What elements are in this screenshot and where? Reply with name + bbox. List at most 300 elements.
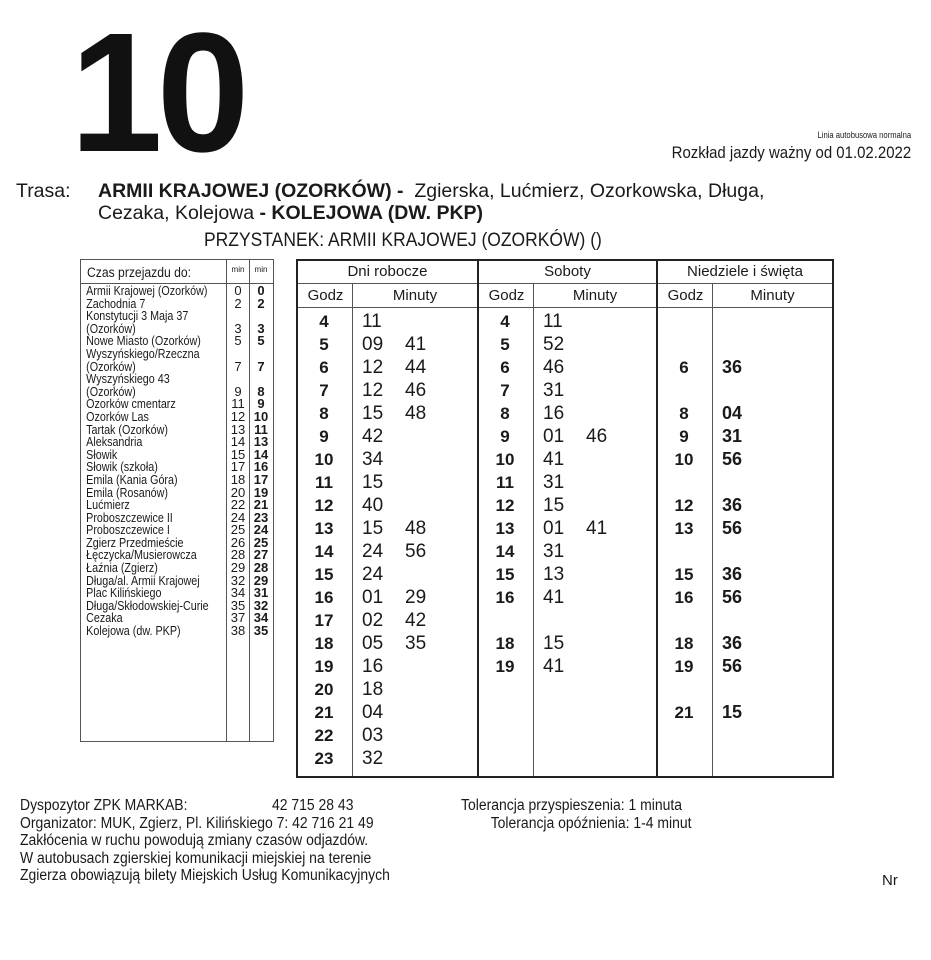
hour-cell: 11 — [315, 473, 333, 492]
stop-name: Zgierz Przedmieście — [86, 535, 184, 550]
hour-cell: 5 — [500, 335, 510, 354]
departure-minute: 35 — [405, 633, 427, 654]
departure-minute: 56 — [722, 656, 743, 676]
minutes-cell — [362, 701, 405, 724]
departure-minute: 56 — [405, 541, 427, 562]
hour-cell: 23 — [314, 749, 334, 768]
minutes-cell — [543, 632, 586, 655]
route-line-1 — [16, 180, 921, 202]
travel-time-weekday: 18 — [230, 471, 246, 487]
travel-time-other: 25 — [253, 534, 269, 550]
hour-row — [658, 540, 832, 563]
tolerance-early: Tolerancja przyspieszenia: 1 minuta — [461, 797, 682, 814]
travel-time-weekday: 25 — [230, 522, 246, 538]
stop-name: Nowe Miasto (Ozorków) — [86, 334, 201, 349]
minutes-cell — [362, 609, 448, 632]
hour-row — [658, 425, 832, 448]
hour-row — [298, 356, 477, 379]
travel-time-weekday: 12 — [230, 408, 246, 424]
hour-row — [298, 678, 477, 701]
section-subheader — [658, 284, 832, 308]
hour-row — [479, 563, 656, 586]
hour-row — [479, 402, 656, 425]
minutes-cell — [543, 655, 586, 678]
minutes-header: Minuty — [750, 287, 795, 304]
hour-cell: 10 — [495, 450, 515, 469]
hour-row — [479, 471, 656, 494]
departure-minute: 31 — [543, 380, 565, 401]
travel-time-other: 5 — [257, 333, 265, 349]
hour-cell: 9 — [319, 427, 329, 446]
stop-name: Łęczycka/Musierowcza — [86, 548, 197, 563]
timetable-section — [656, 261, 832, 776]
departure-minute: 48 — [405, 518, 427, 539]
hour-cell: 18 — [495, 634, 515, 653]
travel-times-rows — [81, 285, 273, 638]
minutes-cell — [543, 402, 586, 425]
travel-time-other: 29 — [253, 572, 269, 588]
hour-row — [298, 425, 477, 448]
hour-cell: 8 — [319, 404, 329, 423]
line-type: Linia autobusowa normalna — [817, 130, 911, 140]
valid-from: Rozkład jazdy ważny od 01.02.2022 — [671, 143, 911, 162]
travel-time-weekday: 38 — [230, 623, 246, 639]
tickets-note-1: W autobusach zgierskiej komunikacji miejskiej na terenie — [20, 849, 372, 867]
stop-name: Ozorków cmentarz — [86, 397, 176, 412]
travel-time-weekday: 13 — [230, 421, 246, 437]
minutes-cell — [362, 563, 405, 586]
travel-time-other: 21 — [253, 497, 269, 513]
minutes-cell — [362, 333, 448, 356]
minutes-cell — [543, 540, 586, 563]
hour-cell: 8 — [500, 404, 510, 423]
hour-row — [298, 494, 477, 517]
travel-time-other: 19 — [253, 484, 269, 500]
minutes-cell — [722, 448, 765, 471]
minutes-header: Minuty — [572, 287, 618, 304]
minutes-cell — [362, 678, 405, 701]
travel-time-other: 14 — [253, 446, 269, 462]
departure-minute: 46 — [543, 357, 565, 378]
travel-time-row — [81, 625, 273, 638]
minutes-cell — [362, 448, 405, 471]
hour-row — [298, 402, 477, 425]
hour-cell: 17 — [314, 611, 334, 630]
stop-name: Proboszczewice II — [86, 510, 173, 525]
minutes-cell — [362, 586, 448, 609]
stop-name: Wyszyńskiego/Rzeczna — [86, 346, 200, 361]
minutes-cell — [362, 747, 405, 770]
departure-minute: 46 — [405, 380, 427, 401]
departure-minute: 56 — [722, 518, 743, 538]
stop-name: Długa/Skłodowskiej-Curie — [86, 598, 209, 613]
departure-minute: 56 — [722, 587, 743, 607]
departure-minute: 05 — [362, 633, 384, 654]
minutes-cell — [722, 494, 765, 517]
dispatcher-label: Dyspozytor ZPK MARKAB: — [20, 797, 188, 814]
hour-cell: 6 — [319, 358, 329, 377]
stop-name: Proboszczewice I — [86, 523, 170, 538]
hour-cell: 12 — [495, 496, 515, 515]
departure-minute: 15 — [362, 403, 384, 424]
hour-cell: 9 — [679, 427, 689, 446]
hour-row — [298, 333, 477, 356]
travel-time-weekday: 29 — [230, 560, 246, 576]
route-label: Trasa: — [16, 180, 71, 202]
hour-row — [479, 448, 656, 471]
hour-row — [658, 448, 832, 471]
hour-cell: 21 — [674, 703, 694, 722]
travel-time-row — [81, 310, 273, 335]
travel-time-other: 32 — [253, 597, 269, 613]
disruptions-note: Zakłócenia w ruchu powodują zmiany czasów odjazdów. — [20, 832, 369, 849]
travel-time-other: 11 — [254, 421, 268, 437]
stop-name: Ozorków Las — [86, 409, 149, 424]
departure-minute: 41 — [543, 587, 565, 608]
hour-row — [479, 609, 656, 632]
hour-row — [658, 655, 832, 678]
hour-row — [479, 425, 656, 448]
departure-minute: 42 — [405, 610, 427, 631]
minutes-cell — [722, 402, 765, 425]
tolerance-late: Tolerancja opóźnienia: 1-4 minut — [490, 814, 692, 832]
route-destination: - KOLEJOWA (DW. PKP) — [259, 202, 484, 224]
departure-minute: 11 — [543, 311, 563, 332]
departure-minute: 01 — [543, 518, 565, 539]
departure-minute: 46 — [586, 426, 608, 447]
departure-minute: 40 — [362, 495, 384, 516]
departure-minute: 15 — [722, 702, 743, 722]
hour-cell: 19 — [674, 657, 694, 676]
route-via-1: Zgierska, Lućmierz, Ozorkowska, Długa, — [414, 180, 765, 202]
travel-time-other: 13 — [253, 434, 269, 450]
stop-name: Armii Krajowej (Ozorków) — [86, 284, 208, 298]
hour-row — [298, 655, 477, 678]
departure-minute: 41 — [543, 656, 565, 677]
travel-time-other: 10 — [253, 408, 269, 424]
travel-time-other: 28 — [253, 560, 269, 576]
hour-row — [658, 356, 832, 379]
minutes-cell — [362, 356, 448, 379]
hour-row — [298, 517, 477, 540]
travel-time-weekday: 35 — [230, 597, 246, 613]
hour-cell: 16 — [674, 588, 694, 607]
hour-row — [658, 586, 832, 609]
hour-row — [298, 310, 477, 333]
minutes-cell — [722, 356, 765, 379]
hour-cell: 5 — [319, 335, 329, 354]
travel-time-weekday: 37 — [230, 610, 246, 626]
departure-minute: 03 — [362, 725, 384, 746]
minutes-cell — [543, 494, 586, 517]
travel-time-other: 27 — [253, 547, 269, 563]
hour-row — [658, 310, 832, 333]
departure-minute: 29 — [405, 587, 427, 608]
travel-time-other: 35 — [253, 623, 269, 639]
hour-cell: 22 — [314, 726, 334, 745]
footer-line — [20, 797, 682, 815]
hour-row — [298, 471, 477, 494]
travel-times-table — [80, 259, 274, 742]
hour-row — [479, 632, 656, 655]
travel-time-row — [81, 348, 273, 373]
minutes-cell — [362, 402, 448, 425]
hour-row — [298, 747, 477, 770]
hour-row — [479, 655, 656, 678]
hour-row — [479, 356, 656, 379]
hour-cell: 20 — [314, 680, 334, 699]
travel-time-weekday: 17 — [230, 459, 246, 475]
timetable-section — [477, 261, 656, 776]
travel-time-weekday: 28 — [230, 547, 246, 563]
departure-minute: 31 — [722, 426, 743, 446]
hour-cell: 9 — [500, 427, 510, 446]
hour-cell: 14 — [314, 542, 334, 561]
hour-row — [298, 609, 477, 632]
travel-time-weekday: 22 — [230, 497, 246, 513]
minutes-cell — [722, 586, 765, 609]
travel-time-other: 3 — [257, 320, 265, 336]
departure-minute: 15 — [362, 518, 384, 539]
travel-time-other: 16 — [253, 459, 269, 475]
hour-row — [479, 494, 656, 517]
dispatcher-phone: 42 715 28 43 — [272, 797, 354, 814]
departure-minute: 42 — [362, 426, 384, 447]
minutes-cell — [543, 356, 586, 379]
hour-cell: 4 — [319, 312, 329, 331]
minutes-cell — [362, 310, 405, 333]
hour-cell: 7 — [500, 381, 510, 400]
travel-time-other: 24 — [253, 522, 269, 538]
hour-cell: 15 — [314, 565, 334, 584]
departure-minute: 41 — [543, 449, 565, 470]
travel-time-row — [81, 373, 273, 398]
stop-title: PRZYSTANEK: ARMII KRAJOWEJ (OZORKÓW) () — [204, 230, 602, 251]
hour-cell: 16 — [495, 588, 515, 607]
travel-times-header — [81, 260, 273, 284]
hour-row — [658, 379, 832, 402]
stop-name: Emila (Rosanów) — [86, 485, 169, 500]
travel-time-other: 2 — [257, 295, 265, 311]
travel-time-weekday: 2 — [234, 295, 242, 311]
hour-row — [658, 517, 832, 540]
travel-time-weekday: 3 — [234, 320, 242, 336]
hour-row — [479, 310, 656, 333]
travel-time-weekday: 0 — [234, 283, 242, 298]
departure-minute: 16 — [543, 403, 565, 424]
travel-time-weekday: 34 — [230, 585, 246, 601]
minutes-cell — [543, 586, 586, 609]
departure-minute: 12 — [362, 357, 384, 378]
travel-times-title: Czas przejazdu do: — [87, 265, 192, 280]
travel-time-other: 17 — [253, 471, 269, 487]
section-rows — [658, 309, 832, 724]
departure-minute: 31 — [543, 472, 565, 493]
section-title: Dni robocze — [298, 261, 477, 284]
stop-name: Wyszyńskiego 43 — [86, 372, 170, 387]
hour-cell: 13 — [495, 519, 515, 538]
hour-row — [298, 701, 477, 724]
departure-minute: 36 — [722, 495, 743, 515]
travel-time-weekday: 20 — [230, 484, 246, 500]
stop-name: Długa/al. Armii Krajowej — [86, 573, 200, 588]
hour-cell: 18 — [314, 634, 334, 653]
timetable — [296, 259, 834, 778]
departure-minute: 36 — [722, 564, 743, 584]
departure-minute: 04 — [722, 403, 743, 423]
minutes-cell — [362, 540, 448, 563]
stop-name: Słowik — [86, 447, 118, 462]
travel-time-other: 23 — [253, 509, 269, 525]
hour-row — [658, 333, 832, 356]
minutes-cell — [543, 425, 629, 448]
departure-minute: 32 — [362, 748, 384, 769]
hour-row — [658, 494, 832, 517]
hour-header: Godz — [307, 287, 344, 304]
stop-name: Konstytucji 3 Maja 37 — [86, 309, 189, 324]
stop-name: Kolejowa (dw. PKP) — [86, 624, 181, 639]
minutes-cell — [722, 563, 765, 586]
hour-cell: 10 — [314, 450, 334, 469]
travel-time-other: 34 — [253, 610, 269, 626]
departure-minute: 01 — [543, 426, 565, 447]
minutes-cell — [362, 632, 448, 655]
hour-cell: 12 — [314, 496, 334, 515]
minutes-cell — [362, 655, 405, 678]
route-origin: ARMII KRAJOWEJ (OZORKÓW) - — [98, 180, 404, 202]
departure-minute: 04 — [362, 702, 384, 723]
departure-minute: 34 — [362, 449, 384, 470]
minutes-cell — [543, 379, 586, 402]
hour-cell: 6 — [679, 358, 689, 377]
departure-minute: 13 — [543, 564, 565, 585]
travel-time-other: 7 — [257, 358, 265, 374]
min-header-1: min — [231, 265, 245, 274]
minutes-cell — [543, 448, 586, 471]
departure-minute: 16 — [362, 656, 384, 677]
departure-minute: 01 — [362, 587, 384, 608]
hour-row — [298, 448, 477, 471]
hour-row — [298, 379, 477, 402]
minutes-cell — [543, 333, 586, 356]
hour-row — [658, 563, 832, 586]
departure-minute: 41 — [405, 334, 427, 355]
departure-minute: 11 — [362, 311, 382, 332]
departure-minute: 09 — [362, 334, 384, 355]
hour-row — [479, 333, 656, 356]
departure-minute: 44 — [405, 357, 427, 378]
departure-minute: 41 — [586, 518, 608, 539]
minutes-cell — [362, 494, 405, 517]
hour-cell: 6 — [500, 358, 510, 377]
hour-row — [658, 678, 832, 701]
hour-row — [658, 609, 832, 632]
stop-name: Lućmierz — [86, 498, 130, 513]
minutes-cell — [543, 517, 629, 540]
departure-minute: 36 — [722, 357, 743, 377]
hour-row — [298, 540, 477, 563]
hour-cell: 15 — [495, 565, 515, 584]
stop-name: Aleksandria — [86, 435, 143, 450]
minutes-header: Minuty — [392, 287, 438, 304]
hour-cell: 10 — [674, 450, 694, 469]
hour-row — [658, 632, 832, 655]
departure-minute: 12 — [362, 380, 384, 401]
departure-minute: 15 — [543, 495, 565, 516]
travel-time-other: 9 — [257, 396, 265, 412]
organizer: Organizator: MUK, Zgierz, Pl. Kilińskiego 7: 42 716 21 49 — [20, 814, 374, 832]
departure-minute: 48 — [405, 403, 427, 424]
section-subheader — [479, 284, 656, 308]
hour-row — [479, 586, 656, 609]
departure-minute: 02 — [362, 610, 384, 631]
departure-minute: 31 — [543, 541, 565, 562]
travel-time-weekday: 26 — [230, 534, 246, 550]
hour-row — [298, 563, 477, 586]
hour-row — [479, 379, 656, 402]
timetable-section — [298, 261, 477, 776]
hour-cell: 13 — [674, 519, 694, 538]
hour-cell: 7 — [319, 381, 329, 400]
hour-row — [479, 517, 656, 540]
route — [16, 180, 921, 224]
travel-time-weekday: 14 — [230, 434, 246, 450]
hour-cell: 19 — [314, 657, 334, 676]
minutes-cell — [362, 425, 405, 448]
minutes-cell — [362, 517, 448, 540]
hour-header: Godz — [667, 287, 704, 304]
stop-name-cont: (Ozorków) — [86, 321, 136, 336]
travel-time-weekday: 11 — [231, 396, 245, 412]
travel-time-weekday: 24 — [230, 509, 246, 525]
stop-name: Tartak (Ozorków) — [86, 422, 168, 437]
stop-name: Emila (Kania Góra) — [86, 472, 178, 487]
stop-name: Cezaka — [86, 611, 123, 626]
minutes-cell — [543, 563, 586, 586]
minutes-cell — [722, 517, 765, 540]
hour-row — [298, 724, 477, 747]
hour-cell: 8 — [679, 404, 689, 423]
travel-time-other: 8 — [257, 383, 265, 399]
travel-time-weekday: 9 — [234, 383, 242, 399]
departure-minute: 52 — [543, 334, 565, 355]
hour-cell: 14 — [495, 542, 515, 561]
departure-minute: 24 — [362, 564, 384, 585]
minutes-cell — [722, 655, 765, 678]
hour-row — [298, 586, 477, 609]
hour-cell: 19 — [495, 657, 515, 676]
minutes-cell — [543, 471, 586, 494]
hour-cell: 18 — [674, 634, 694, 653]
hour-cell: 11 — [496, 473, 514, 492]
hour-row — [658, 402, 832, 425]
travel-time-weekday: 15 — [230, 446, 246, 462]
stop-name: Słowik (szkoła) — [86, 460, 158, 475]
hour-cell: 16 — [314, 588, 334, 607]
section-title: Soboty — [479, 261, 656, 284]
minutes-cell — [543, 310, 586, 333]
minutes-cell — [722, 425, 765, 448]
minutes-cell — [362, 724, 405, 747]
section-subheader — [298, 284, 477, 308]
stop-name-cont: (Ozorków) — [86, 384, 136, 399]
departure-minute: 56 — [722, 449, 743, 469]
hour-cell: 4 — [500, 312, 510, 331]
stop-name-cont: (Ozorków) — [86, 359, 136, 374]
travel-time-other: 0 — [257, 283, 265, 298]
nr-label: Nr — [882, 872, 898, 889]
departure-minute: 36 — [722, 633, 743, 653]
